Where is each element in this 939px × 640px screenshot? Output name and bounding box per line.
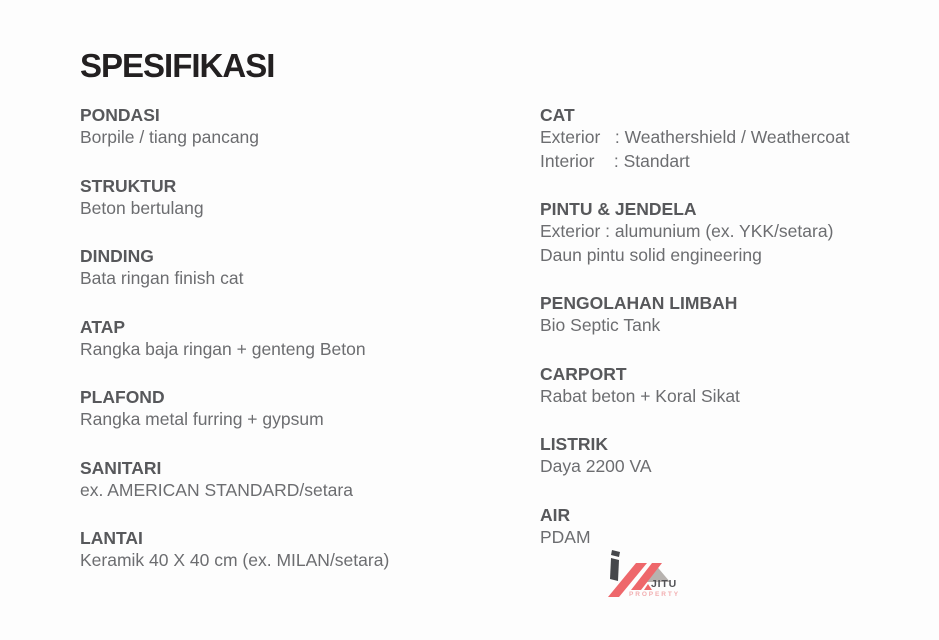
spec-value: Exterior : Weathershield / Weathercoat bbox=[540, 127, 850, 147]
left-column bbox=[80, 104, 525, 598]
spec-value: Exterior : alumunium (ex. YKK/setara) bbox=[540, 221, 834, 241]
spec-heading: PONDASI bbox=[80, 105, 160, 125]
spec-section-pintu-jendela bbox=[540, 198, 925, 267]
spec-section-pengolahan-limbah bbox=[540, 292, 925, 338]
spec-value: Bio Septic Tank bbox=[540, 315, 661, 335]
spec-value: Daun pintu solid engineering bbox=[540, 244, 762, 265]
spec-section-listrik bbox=[540, 433, 925, 479]
spec-value: Daya 2200 VA bbox=[540, 456, 652, 476]
right-column bbox=[540, 104, 925, 574]
spec-value: Borpile / tiang pancang bbox=[80, 127, 260, 147]
jitu-logo bbox=[608, 550, 678, 606]
page-title: SPESIFIKASI bbox=[80, 47, 275, 84]
spec-heading: AIR bbox=[540, 504, 571, 525]
spec-value: PDAM bbox=[540, 526, 591, 547]
spec-section-carport bbox=[540, 363, 925, 409]
spec-heading: LANTAI bbox=[80, 528, 143, 548]
spec-section-pondasi bbox=[80, 104, 525, 150]
spec-heading: PINTU & JENDELA bbox=[540, 199, 697, 219]
spec-value: Interior : Standart bbox=[540, 150, 690, 171]
spec-section-lantai bbox=[80, 527, 525, 573]
spec-section-atap bbox=[80, 316, 525, 362]
spec-section-cat bbox=[540, 104, 925, 173]
spec-heading: STRUKTUR bbox=[80, 175, 177, 196]
spec-heading: ATAP bbox=[80, 316, 126, 337]
spec-heading: PENGOLAHAN LIMBAH bbox=[540, 293, 738, 313]
spec-heading: SANITARI bbox=[80, 457, 162, 478]
spec-heading: CARPORT bbox=[540, 363, 627, 384]
spec-value: Keramik 40 X 40 cm (ex. MILAN/setara) bbox=[80, 550, 390, 570]
spec-value: ex. AMERICAN STANDARD/setara bbox=[80, 479, 353, 500]
spec-section-sanitari bbox=[80, 457, 525, 503]
spec-value: Rangka metal furring + gypsum bbox=[80, 409, 324, 429]
spec-section-air bbox=[540, 504, 925, 550]
spec-value: Rabat beton + Koral Sikat bbox=[540, 385, 740, 406]
jitu-logo-subtitle: PROPERTY bbox=[629, 591, 680, 598]
spec-section-plafond bbox=[80, 386, 525, 432]
jitu-logo-name: JITU bbox=[651, 578, 677, 590]
spec-value: Bata ringan finish cat bbox=[80, 268, 244, 288]
spec-section-struktur bbox=[80, 175, 525, 221]
spec-heading: PLAFOND bbox=[80, 387, 165, 407]
spec-section-dinding bbox=[80, 245, 525, 291]
spec-value: Rangka baja ringan + genteng Beton bbox=[80, 338, 366, 359]
spec-heading: LISTRIK bbox=[540, 434, 609, 454]
spec-heading: DINDING bbox=[80, 246, 154, 266]
spec-heading: CAT bbox=[540, 105, 575, 125]
spec-value: Beton bertulang bbox=[80, 197, 204, 218]
